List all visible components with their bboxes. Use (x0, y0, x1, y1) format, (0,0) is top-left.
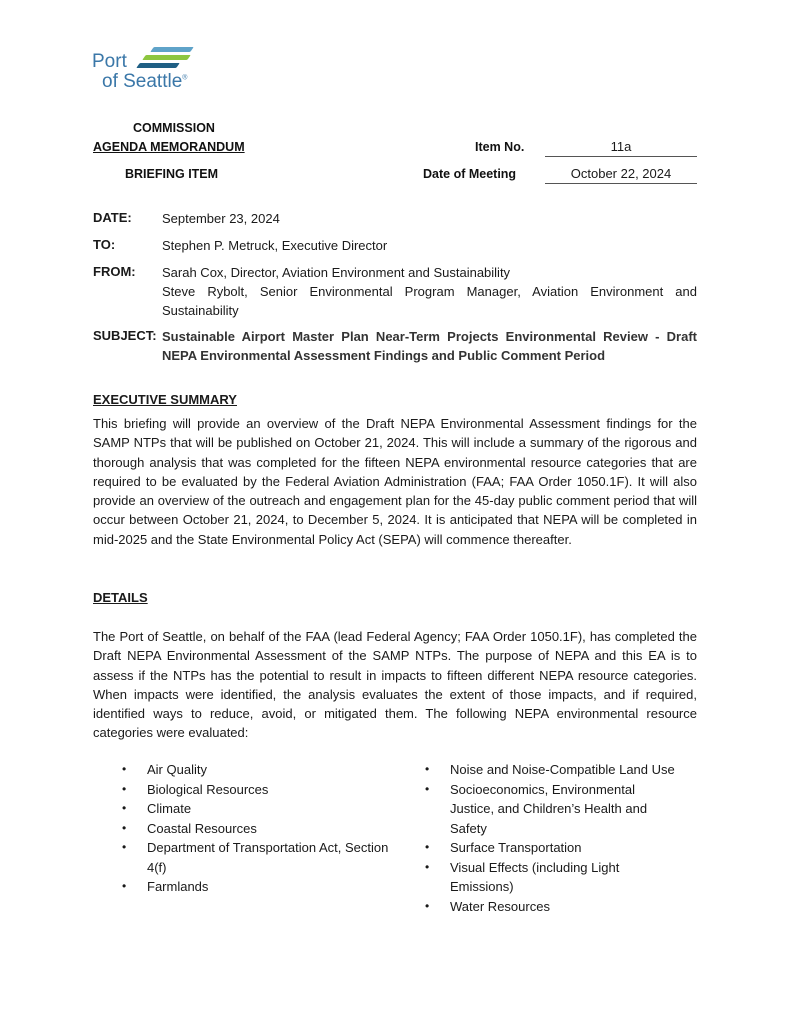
list-item (422, 838, 692, 858)
header-commission: COMMISSION (133, 121, 215, 135)
bullet-icon: • (425, 781, 430, 796)
logo-text-port: Port (92, 51, 127, 72)
subject-value: Sustainable Airport Master Plan Near-Term Projects Environmental Review - Draft NEPA Environmental Assessment Findings and Public Comment Period (162, 329, 697, 363)
date-value: September 23, 2024 (162, 211, 280, 226)
list-item (119, 819, 389, 839)
bullet-icon: • (425, 840, 430, 854)
bullet-icon: • (425, 859, 430, 874)
list-item-label: Visual Effects (including Light Emissions) (450, 859, 620, 894)
bullet-icon: • (122, 840, 127, 854)
logo-text-of-seattle (102, 71, 187, 93)
details-body: The Port of Seattle, on behalf of the FAA (lead Federal Agency; FAA Order 1050.1F), has completed the Draft NEPA Environmental Assessment of the SAMP NTPs. The purpose of NEPA and this EA is to assess if the NTPs has the potential to result in impacts to fifteen different NEPA resource categories. When impacts were identified, the analysis evaluates the extent of those impacts, and if required, identified ways to reduce, avoid, or mitigated them. The following NEPA environmental resource categories were evaluated: (93, 629, 697, 741)
list-item-label: Noise and Noise-Compatible Land Use (450, 762, 675, 777)
bullet-icon: • (122, 781, 127, 796)
date-of-meeting-label: Date of Meeting (423, 167, 517, 181)
port-of-seattle-logo (92, 44, 202, 96)
list-item (119, 799, 389, 819)
from-line-2: Steve Rybolt, Senior Environmental Program Manager, Aviation Environment and Sustainability (162, 284, 697, 318)
registered-mark: ® (182, 74, 188, 82)
from-value (162, 263, 697, 320)
list-item (422, 858, 692, 897)
bullet-icon: • (122, 879, 127, 893)
item-no-value: 11a (545, 139, 697, 157)
executive-summary-title: EXECUTIVE SUMMARY (93, 392, 237, 407)
from-label: FROM: (93, 264, 136, 279)
list-item-label: Socioeconomics, Environmental Justice, and Children’s Health and Safety (450, 781, 648, 836)
logo-stripe-dark-blue (136, 63, 180, 68)
list-item (422, 780, 692, 839)
bullet-icon: • (122, 801, 127, 815)
subject-label: SUBJECT: (93, 328, 157, 343)
bullet-icon: • (122, 820, 127, 835)
list-item-label: Coastal Resources (147, 820, 257, 836)
list-item-label: Department of Transportation Act, Section 4(f) (147, 840, 389, 875)
date-label: DATE: (93, 210, 132, 225)
logo-stripe-light-blue (150, 47, 194, 52)
list-item (422, 760, 692, 780)
resource-categories-list-left (119, 760, 389, 897)
to-value: Stephen P. Metruck, Executive Director (162, 238, 388, 253)
executive-summary-body: This briefing will provide an overview of the Draft NEPA Environmental Assessment findings for the SAMP NTPs that will be published on October 21, 2024. This will include a summary of the rigorous and thorough analysis that was completed for the fifteen NEPA environmental resource categories that are required to be evaluated by the Federal Aviation Administration (FAA; FAA Order 1050.1F). It will also provide an overview of the outreach and engagement plan for the 45-day public comment period that will occur between October 21, 2024, to December 5, 2024. It is anticipated that NEPA will be completed in mid-2025 and the State Environmental Policy Act (SEPA) will commence thereafter. (93, 416, 697, 547)
bullet-icon: • (425, 898, 430, 913)
list-item-label: Farmlands (147, 879, 209, 894)
list-item-label: Climate (147, 801, 192, 816)
from-line-1: Sarah Cox, Director, Aviation Environment and Sustainability (162, 265, 511, 280)
bullet-icon: • (425, 762, 430, 776)
list-item-label: Air Quality (147, 762, 207, 777)
header-briefing-item: BRIEFING ITEM (125, 167, 219, 181)
list-item (119, 877, 389, 897)
list-item (119, 780, 389, 800)
bullet-icon: • (122, 762, 127, 776)
item-no-label: Item No. (475, 140, 525, 154)
details-title: DETAILS (93, 590, 148, 605)
logo-text-of-seattle-label: of Seattle (102, 71, 183, 92)
to-label: TO: (93, 237, 116, 252)
date-of-meeting-value: October 22, 2024 (545, 166, 697, 184)
list-item (119, 838, 389, 877)
list-item-label: Water Resources (450, 898, 550, 914)
list-item-label: Biological Resources (147, 781, 269, 797)
list-item (422, 897, 692, 917)
resource-categories-list-right (422, 760, 692, 916)
header-agenda-memorandum: AGENDA MEMORANDUM (93, 140, 245, 154)
list-item (119, 760, 389, 780)
list-item-label: Surface Transportation (450, 840, 582, 855)
logo-stripe-green (142, 55, 191, 60)
